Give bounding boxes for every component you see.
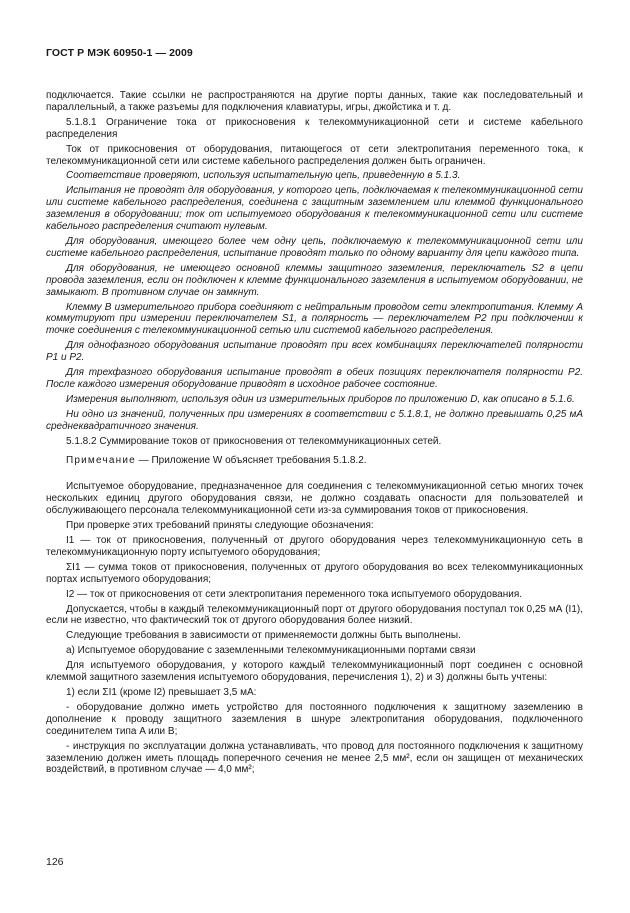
paragraph: I2 — ток от прикосновения от сети электропитания переменного тока испытуемого оборудования. — [66, 588, 523, 600]
paragraph: Для оборудования, имеющего более чем одну цепь, подключаемую к телекоммуникационной сети или системе кабельного распределения, испытание проводят только по одному варианту для цепи каждого типа. — [46, 235, 583, 259]
paragraph: Допускается, чтобы в каждый телекоммуникационный порт от другого оборудования поступал ток 0,25 мА (I1), если не известно, что фактический ток от другого оборудования более низкий. — [46, 603, 583, 627]
paragraph: Измерения выполняют, используя один из измерительных приборов по приложению D, как описано в 5.1.6. — [66, 393, 575, 405]
paragraph: Испытания не проводят для оборудования, у которого цепь, подключаемая к телекоммуникационной сети или системе кабельного распределения, соединена с защитным заземлением или клеммой функционального заземления в оборудовании; ток от испытуемого оборудования к телекоммуникационной сети или системе кабельного распределения считают нулевым. — [46, 185, 583, 233]
paragraph: Для испытуемого оборудования, у которого каждый телекоммуникационный порт соединен с основной клеммой защитного заземления испытуемого оборудования, перечисления 1), 2) и 3) должны быть учтены: — [46, 660, 583, 684]
paragraph: подключается. Такие ссылки не распространяются на другие порты данных, такие как последовательный и параллельный, а также разъемы для подключения клавиатуры, игры, джойстика и т. д. — [46, 90, 583, 113]
paragraph: I1 — ток от прикосновения, полученный от другого оборудования через телекоммуникационную сеть в телекоммуникационную порту испытуемого оборудования; — [46, 535, 583, 558]
paragraph: - оборудование должно иметь устройство для постоянного подключения к защитному заземлению в дополнение к проводу защитного заземления в шнуре электропитания оборудования, подключенного соединителем типа A или B; — [46, 701, 583, 737]
paragraph: При проверке этих требований приняты следующие обозначения: — [66, 520, 374, 532]
document-body — [46, 90, 583, 779]
paragraph: Испытуемое оборудование, предназначенное для соединения с телекоммуникационной сетью многих точек нескольких единиц другого оборудования связи, не должно создавать опасности для пользователей и обслуживающего персонала телекоммуникационной сети из-за суммирования токов от прикосновения. — [46, 481, 583, 517]
paragraph: Для однофазного оборудования испытание проводят при всех комбинациях переключателей полярности P1 и P2. — [46, 340, 583, 364]
section-heading-5-1-8-1: 5.1.8.1 Ограничение тока от прикосновения к телекоммуникационной сети и системе кабельного распределения — [46, 116, 583, 140]
paragraph: а) Испытуемое оборудование с заземленными телекоммуникационными портами связи — [66, 645, 476, 657]
paragraph: Ток от прикосновения от оборудования, питающегося от сети электропитания переменного тока, к телекоммуникационной сети или системе кабельного распределения должен быть ограничен. — [46, 143, 583, 167]
note-label: Примечание — [66, 455, 136, 467]
page-number: 126 — [46, 856, 64, 868]
paragraph: 1) если ΣI1 (кроме I2) превышает 3,5 мА: — [66, 686, 257, 698]
paragraph: - инструкция по эксплуатации должна устанавливать, что провод для постоянного подключения к защитному заземлению должен иметь площадь поперечного сечения не менее 2,5 мм², если он защищен от механических воздействий, в противном случае — 4,0 мм²; — [46, 740, 583, 776]
paragraph: Для оборудования, не имеющего основной клеммы защитного заземления, переключатель S2 в цепи провода заземления, если он подключен к клемме функционального заземления в испытуемом оборудовании, не замыкают. В противном случае он замкнут. — [46, 262, 583, 298]
note-text: — Приложение W объясняет требования 5.1.8.2. — [135, 455, 367, 467]
note — [46, 455, 583, 467]
paragraph: ΣI1 — сумма токов от прикосновения, полученных от другого оборудования во всех телекоммуникационных портах испытуемого оборудования; — [46, 561, 583, 585]
paragraph: Ни одно из значений, полученных при измерениях в соответствии с 5.1.8.1, не должно превышать 0,25 мА среднеквадратичного значения. — [46, 408, 583, 432]
paragraph: Соответствие проверяют, используя испытательную цепь, приведенную в 5.1.3. — [66, 170, 461, 182]
paragraph: Клемму B измерительного прибора соединяют с нейтральным проводом сети электропитания. Клемму A коммутируют при измерении переключателем S1, а полярность — переключателем P2 при подключении к точке соединения с телекоммуникационной сетью или системой кабельного распределения. — [46, 301, 583, 337]
section-heading-5-1-8-2: 5.1.8.2 Суммирование токов от прикосновения от телекоммуникационных сетей. — [66, 435, 442, 447]
document-header: ГОСТ Р МЭК 60950-1 — 2009 — [46, 47, 193, 59]
paragraph: Для трехфазного оборудования испытание проводят в обеих позициях переключателя полярности P2. После каждого измерения оборудование приводят в исходное рабочее состояние. — [46, 367, 583, 390]
paragraph: Следующие требования в зависимости от применяемости должны быть выполнены. — [66, 630, 461, 642]
